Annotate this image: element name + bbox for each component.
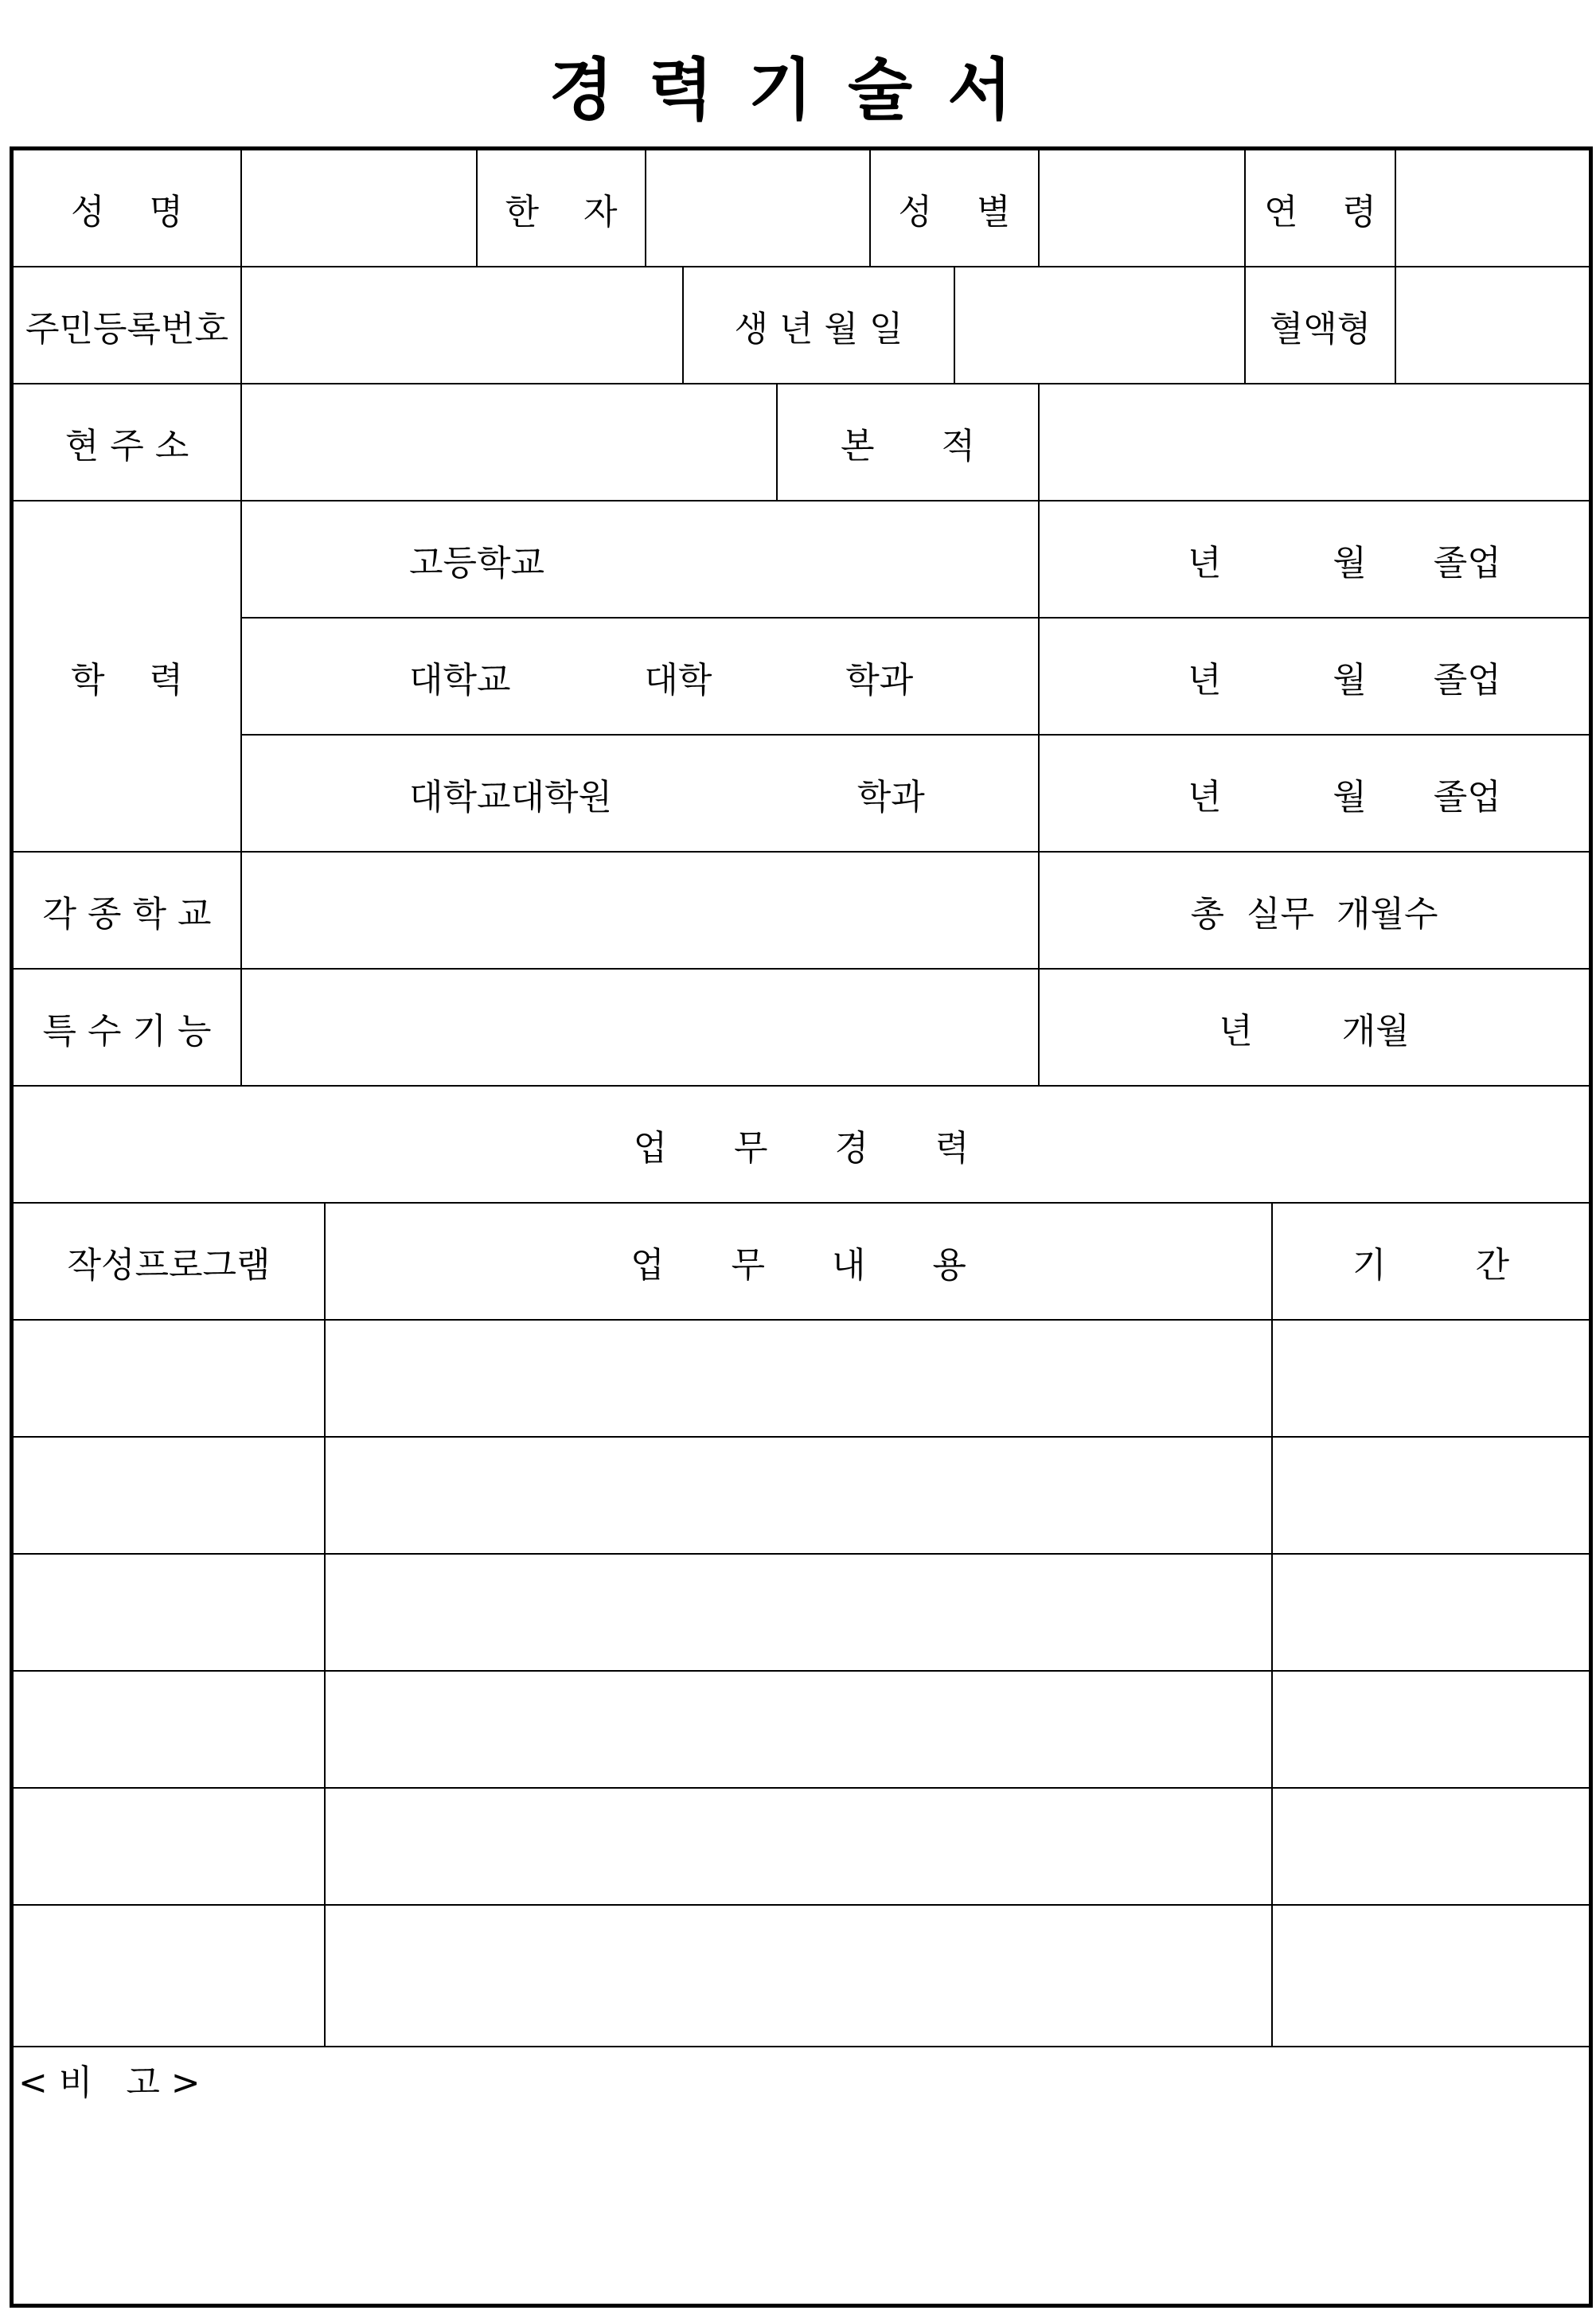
career-program-field[interactable]	[14, 1906, 326, 2046]
education-graduation-field[interactable]: 년 월 졸업	[1188, 776, 1501, 818]
other-school-field[interactable]	[242, 853, 1040, 968]
career-row	[14, 1321, 1589, 1438]
hanja-label: 한 자	[478, 150, 646, 266]
career-program-field[interactable]	[14, 1321, 326, 1436]
career-program-field[interactable]	[14, 1555, 326, 1670]
age-label: 연 령	[1246, 150, 1396, 266]
address-field[interactable]	[242, 384, 778, 500]
name-field[interactable]	[242, 150, 478, 266]
gender-field[interactable]	[1040, 150, 1246, 266]
career-row	[14, 1438, 1589, 1555]
birthdate-field[interactable]	[955, 267, 1246, 383]
remarks-label: < 비 고 >	[18, 2062, 201, 2103]
career-section-title: 업 무 경 력	[633, 1127, 970, 1169]
row-address	[14, 384, 1589, 501]
blood-type-field[interactable]	[1396, 267, 1589, 383]
special-skill-field[interactable]	[242, 970, 1040, 1085]
age-field[interactable]	[1396, 150, 1589, 266]
career-content-field[interactable]	[326, 1321, 1273, 1436]
special-skill-label: 특 수 기 능	[14, 970, 242, 1085]
career-period-field[interactable]	[1273, 1321, 1589, 1436]
birthdate-label: 생 년 월 일	[684, 267, 955, 383]
career-content-field[interactable]	[326, 1906, 1273, 2046]
other-school-label: 각 종 학 교	[14, 853, 242, 968]
career-period-header: 기 간	[1352, 1244, 1509, 1286]
career-row	[14, 1789, 1589, 1906]
row-name	[14, 150, 1589, 267]
gender-label: 성 별	[871, 150, 1040, 266]
hometown-field[interactable]	[1040, 384, 1589, 500]
blood-type-label: 혈액형	[1246, 267, 1396, 383]
career-program-field[interactable]	[14, 1672, 326, 1787]
resident-number-label: 주민등록번호	[14, 267, 242, 383]
hometown-label: 본 적	[778, 384, 1040, 500]
page-title: 경력기술서	[548, 51, 1048, 129]
career-row	[14, 1555, 1589, 1672]
career-content-field[interactable]	[326, 1555, 1273, 1670]
career-row	[14, 1906, 1589, 2047]
career-period-field[interactable]	[1273, 1555, 1589, 1670]
career-form	[10, 146, 1593, 2308]
career-row	[14, 1672, 1589, 1789]
career-content-header: 업 무 내 용	[326, 1204, 1273, 1319]
address-label: 현 주 소	[14, 384, 242, 500]
education-row-university	[242, 619, 1589, 736]
resident-number-field[interactable]	[242, 267, 684, 383]
remarks-area[interactable]	[14, 2047, 1589, 2304]
total-months-field[interactable]: 년 개월	[1219, 1010, 1410, 1052]
career-column-headers	[14, 1204, 1589, 1321]
career-content-field[interactable]	[326, 1438, 1273, 1553]
career-content-field[interactable]	[326, 1789, 1273, 1904]
education-school-field[interactable]: 대학교대학원 학과	[242, 736, 1040, 851]
row-other-school	[14, 853, 1589, 970]
education-row-highschool	[242, 501, 1589, 619]
career-program-header: 작성프로그램	[14, 1204, 326, 1319]
career-period-field[interactable]	[1273, 1906, 1589, 2046]
row-resident	[14, 267, 1589, 384]
education-school-field[interactable]: 고등학교	[242, 501, 1040, 617]
career-section-header	[14, 1087, 1589, 1204]
total-months-label: 총 실무 개월수	[1190, 893, 1438, 935]
education-graduation-field[interactable]: 년 월 졸업	[1188, 542, 1501, 583]
career-period-field[interactable]	[1273, 1438, 1589, 1553]
career-program-field[interactable]	[14, 1789, 326, 1904]
career-content-field[interactable]	[326, 1672, 1273, 1787]
education-row-graduate	[242, 736, 1589, 853]
hanja-field[interactable]	[646, 150, 871, 266]
education-school-field[interactable]: 대학교 대학 학과	[242, 619, 1040, 734]
name-label: 성 명	[14, 150, 242, 266]
education-graduation-field[interactable]: 년 월 졸업	[1188, 659, 1501, 701]
career-program-field[interactable]	[14, 1438, 326, 1553]
row-special-skill	[14, 970, 1589, 1087]
career-period-field[interactable]	[1273, 1672, 1589, 1787]
career-period-field[interactable]	[1273, 1789, 1589, 1904]
education-label: 학 력	[14, 501, 242, 853]
